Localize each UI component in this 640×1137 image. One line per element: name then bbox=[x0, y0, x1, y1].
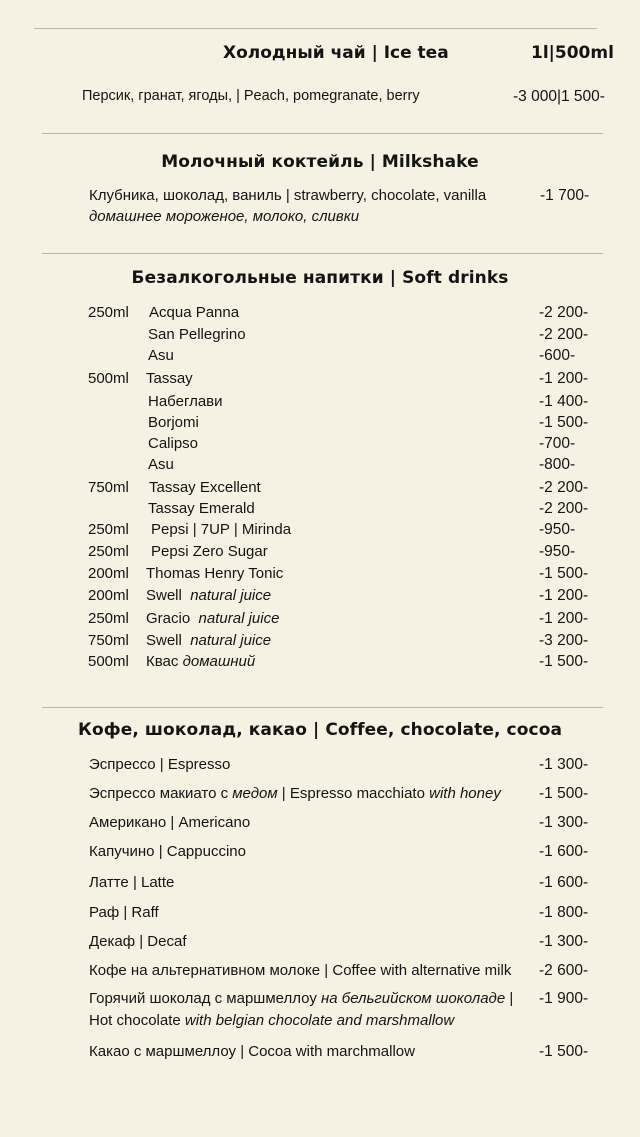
item-price: -1 500- bbox=[539, 565, 589, 582]
item-price: -800- bbox=[539, 456, 576, 473]
section-heading: Безалкогольные напитки | Soft drinks bbox=[131, 268, 509, 288]
item-name: Asu bbox=[148, 347, 174, 364]
item-volume: 250ml bbox=[88, 304, 129, 321]
item-price: -1 400- bbox=[539, 393, 589, 410]
item-name-text: Квас bbox=[146, 653, 179, 670]
item-name: Acqua Panna bbox=[149, 304, 240, 321]
menu-item-name: Клубника, шоколад, ваниль | strawberry, chocolate, vanilla bbox=[89, 187, 487, 204]
item-price: -1 200- bbox=[539, 587, 589, 604]
item-name-part: | bbox=[505, 990, 514, 1007]
item-volume: 750ml bbox=[88, 479, 129, 496]
item-price: -1 200- bbox=[539, 610, 589, 627]
item-price: -700- bbox=[539, 435, 576, 452]
item-name: Pepsi | 7UP | Mirinda bbox=[151, 521, 292, 538]
item-price: -1 800- bbox=[539, 904, 589, 921]
item-note: natural juice bbox=[190, 632, 272, 649]
item-volume: 250ml bbox=[88, 610, 129, 627]
item-price: -2 200- bbox=[539, 326, 589, 343]
item-name: Pepsi Zero Sugar bbox=[151, 543, 268, 560]
menu-item-description: домашнее мороженое, молоко, сливки bbox=[89, 208, 360, 225]
item-name-text: Swell bbox=[146, 587, 182, 604]
item-name bbox=[146, 610, 279, 627]
item-name: Asu bbox=[148, 456, 174, 473]
item-name: San Pellegrino bbox=[148, 326, 246, 343]
item-price: -1 300- bbox=[539, 933, 589, 950]
item-price: -1 600- bbox=[539, 874, 589, 891]
item-name-part: Эспрессо макиато с bbox=[89, 785, 233, 802]
item-name: Декаф | Decaf bbox=[89, 933, 187, 950]
item-volume: 500ml bbox=[88, 370, 129, 387]
item-price: -2 600- bbox=[539, 962, 589, 979]
divider bbox=[42, 133, 603, 134]
menu-item-name: Персик, гранат, ягоды, | Peach, pomegranate, berry bbox=[82, 88, 420, 104]
divider bbox=[42, 707, 603, 708]
item-price: -1 300- bbox=[539, 814, 589, 831]
item-note: домашний bbox=[182, 653, 256, 670]
item-volume: 200ml bbox=[88, 587, 129, 604]
item-name bbox=[146, 587, 271, 604]
section-heading: Холодный чай | Ice tea bbox=[223, 43, 449, 63]
item-name: Thomas Henry Tonic bbox=[146, 565, 284, 582]
item-name: Какао с маршмеллоу | Cocoa with marchmallow bbox=[89, 1043, 415, 1060]
item-name-text: Swell bbox=[146, 632, 182, 649]
item-price: -1 500- bbox=[539, 653, 589, 670]
item-name: Tassay Excellent bbox=[149, 479, 261, 496]
item-price: -600- bbox=[539, 347, 576, 364]
item-price: -1 600- bbox=[539, 843, 589, 860]
item-price: -1 200- bbox=[539, 370, 589, 387]
item-name bbox=[89, 990, 513, 1007]
item-note: natural juice bbox=[190, 587, 272, 604]
item-volume: 250ml bbox=[88, 521, 129, 538]
item-note: with belgian chocolate and marshmallow bbox=[184, 1012, 455, 1029]
menu-item-price: -1 700- bbox=[540, 187, 590, 204]
item-name: Латте | Latte bbox=[89, 874, 175, 891]
item-volume: 750ml bbox=[88, 632, 129, 649]
item-name: Эспрессо | Espresso bbox=[89, 756, 231, 773]
item-price: -2 200- bbox=[539, 304, 589, 321]
item-volume: 250ml bbox=[88, 543, 129, 560]
volume-header: 1l|500ml bbox=[531, 43, 614, 63]
item-name: Tassay Emerald bbox=[148, 500, 255, 517]
item-name-part: Hot chocolate bbox=[89, 1012, 185, 1029]
item-note: на бельгийском шоколаде bbox=[321, 990, 506, 1007]
item-price: -1 500- bbox=[539, 414, 589, 431]
divider bbox=[42, 253, 603, 254]
item-name: Calipso bbox=[148, 435, 199, 452]
item-name: Tassay bbox=[146, 370, 193, 387]
item-note: медом bbox=[232, 785, 278, 802]
item-name: Borjomi bbox=[148, 414, 199, 431]
item-name bbox=[146, 632, 271, 649]
item-name bbox=[89, 785, 501, 802]
item-price: -2 200- bbox=[539, 479, 589, 496]
item-price: -1 500- bbox=[539, 785, 589, 802]
menu-item-price: -3 000|1 500- bbox=[513, 88, 605, 105]
item-price: -1 900- bbox=[539, 990, 589, 1007]
item-volume: 500ml bbox=[88, 653, 129, 670]
item-note: with honey bbox=[429, 785, 501, 802]
section-heading: Молочный коктейль | Milkshake bbox=[161, 152, 479, 172]
item-price: -950- bbox=[539, 543, 576, 560]
item-name: Набеглави bbox=[148, 393, 223, 410]
section-heading: Кофе, шоколад, какао | Coffee, chocolate, cocoa bbox=[77, 720, 563, 740]
item-name: Капучино | Cappuccino bbox=[89, 843, 246, 860]
item-name: Американо | Americano bbox=[89, 814, 251, 831]
item-note: natural juice bbox=[198, 610, 280, 627]
item-name bbox=[146, 653, 255, 670]
item-name-part: | Espresso macchiato bbox=[277, 785, 430, 802]
item-name: Раф | Raff bbox=[89, 904, 159, 921]
divider bbox=[34, 28, 597, 29]
item-price: -1 500- bbox=[539, 1043, 589, 1060]
item-name-part: Горячий шоколад с маршмеллоу bbox=[89, 990, 322, 1007]
item-volume: 200ml bbox=[88, 565, 129, 582]
item-name-text: Gracio bbox=[146, 610, 191, 627]
item-price: -2 200- bbox=[539, 500, 589, 517]
item-price: -1 300- bbox=[539, 756, 589, 773]
item-name: Кофе на альтернативном молоке | Coffee with alternative milk bbox=[89, 962, 512, 979]
item-price: -950- bbox=[539, 521, 576, 538]
item-name-line2 bbox=[89, 1012, 454, 1029]
item-price: -3 200- bbox=[539, 632, 589, 649]
